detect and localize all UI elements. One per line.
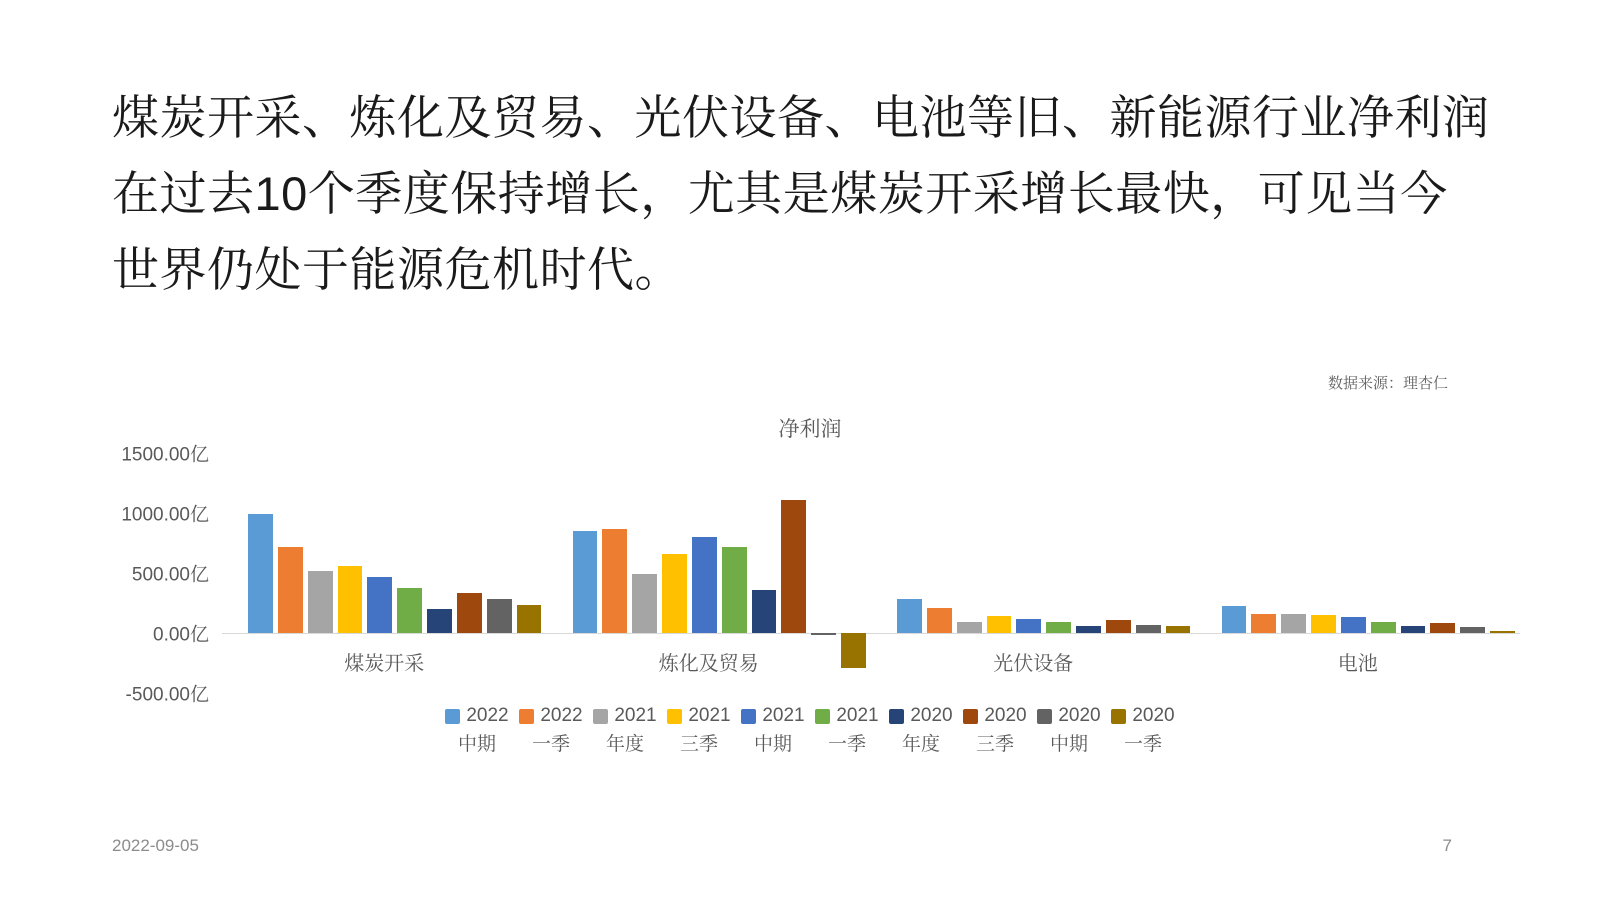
- legend-item[interactable]: [810, 705, 884, 756]
- bar[interactable]: [1460, 627, 1485, 633]
- bar[interactable]: [1222, 606, 1247, 633]
- bar[interactable]: [752, 590, 777, 633]
- legend-year-label: 2021: [688, 705, 731, 726]
- legend-swatch-icon: [519, 709, 534, 724]
- legend-item[interactable]: [440, 705, 514, 756]
- bar[interactable]: [662, 554, 687, 633]
- bar[interactable]: [722, 547, 747, 633]
- legend-year-label: 2022: [466, 705, 509, 726]
- legend-period-label: 一季: [531, 734, 570, 755]
- bar[interactable]: [517, 605, 542, 633]
- legend-period-label: 三季: [975, 734, 1014, 755]
- legend-year-label: 2020: [910, 705, 953, 726]
- legend-year-label: 2021: [762, 705, 805, 726]
- legend-item-top: [1037, 705, 1100, 727]
- bar[interactable]: [1430, 623, 1455, 633]
- legend-period-label: 年度: [605, 734, 644, 755]
- bar[interactable]: [602, 529, 627, 633]
- legend-year-label: 2020: [1058, 705, 1101, 726]
- legend-swatch-icon: [593, 709, 608, 724]
- bar[interactable]: [1341, 617, 1366, 633]
- bar[interactable]: [278, 547, 303, 633]
- legend-item-top: [519, 705, 582, 727]
- legend-period-label: 一季: [827, 734, 866, 755]
- legend-period-label: 一季: [1123, 734, 1162, 755]
- bar[interactable]: [338, 566, 363, 633]
- legend-item[interactable]: [958, 705, 1032, 756]
- legend-item-top: [741, 705, 804, 727]
- bar[interactable]: [487, 599, 512, 633]
- chart-title: 净利润: [778, 418, 842, 441]
- legend-item[interactable]: [1106, 705, 1180, 756]
- legend-swatch-icon: [1111, 709, 1126, 724]
- legend-swatch-icon: [963, 709, 978, 724]
- bar[interactable]: [1401, 626, 1426, 633]
- x-axis-category-label: 电池: [1337, 653, 1378, 675]
- bar[interactable]: [367, 577, 392, 633]
- bar[interactable]: [1016, 619, 1041, 633]
- bar[interactable]: [457, 593, 482, 633]
- legend-period-label: 三季: [679, 734, 718, 755]
- bar[interactable]: [692, 537, 717, 633]
- legend-year-label: 2020: [984, 705, 1027, 726]
- bar-group: [222, 453, 547, 693]
- legend-item[interactable]: [662, 705, 736, 756]
- legend-year-label: 2020: [1132, 705, 1175, 726]
- y-axis-tick-label: 1000.00亿: [121, 504, 209, 526]
- source-note: 数据来源：理杏仁: [1327, 375, 1448, 392]
- bar[interactable]: [632, 574, 657, 633]
- bar[interactable]: [811, 633, 836, 635]
- footer-date: 2022-09-05: [112, 836, 199, 855]
- bar[interactable]: [248, 514, 273, 633]
- legend-item-top: [963, 705, 1026, 727]
- legend-swatch-icon: [741, 709, 756, 724]
- legend-swatch-icon: [667, 709, 682, 724]
- y-axis-tick-label: -500.00亿: [125, 684, 209, 706]
- page-title: 煤炭开采、炼化及贸易、光伏设备、电池等旧、新能源行业净利润在过去10个季度保持增长，尤其是煤炭开采增长最快，可见当今世界仍处于能源危机时代。: [112, 91, 1490, 297]
- bar[interactable]: [308, 571, 333, 633]
- footer-page-number: 7: [1442, 836, 1452, 855]
- legend-item[interactable]: [884, 705, 958, 756]
- bar-group: [1196, 453, 1521, 693]
- legend-item-top: [815, 705, 878, 727]
- x-axis-category-label: 煤炭开采: [344, 653, 425, 675]
- bar[interactable]: [781, 500, 806, 633]
- bar[interactable]: [1106, 620, 1131, 633]
- legend-period-label: 年度: [901, 734, 940, 755]
- legend-item-top: [1111, 705, 1174, 727]
- legend-swatch-icon: [889, 709, 904, 724]
- bar-group: [547, 453, 872, 693]
- legend-item[interactable]: [588, 705, 662, 756]
- bar[interactable]: [573, 531, 598, 633]
- legend-item[interactable]: [736, 705, 810, 756]
- bar[interactable]: [427, 609, 452, 633]
- legend-swatch-icon: [1037, 709, 1052, 724]
- legend-item-top: [445, 705, 508, 727]
- bar[interactable]: [1166, 626, 1191, 633]
- bar-groups: [222, 453, 1520, 693]
- legend-swatch-icon: [815, 709, 830, 724]
- legend-item-top: [889, 705, 952, 727]
- bar[interactable]: [1046, 622, 1071, 633]
- bar[interactable]: [1311, 615, 1336, 633]
- y-axis-tick-label: 500.00亿: [131, 564, 209, 586]
- legend-item-top: [593, 705, 656, 727]
- x-axis-category-label: 炼化及贸易: [658, 653, 759, 675]
- bar[interactable]: [957, 622, 982, 633]
- bar[interactable]: [1371, 622, 1396, 633]
- chart-legend: [100, 705, 1520, 756]
- bar[interactable]: [927, 608, 952, 633]
- chart-container: [100, 405, 1520, 795]
- legend-year-label: 2022: [540, 705, 583, 726]
- bar[interactable]: [1136, 625, 1161, 633]
- bar[interactable]: [1251, 614, 1276, 633]
- legend-swatch-icon: [445, 709, 460, 724]
- bar[interactable]: [397, 588, 422, 633]
- bar[interactable]: [1076, 626, 1101, 633]
- chart-plot-wrapper: [100, 444, 1520, 706]
- legend-period-label: 中期: [753, 734, 792, 755]
- bar[interactable]: [1281, 614, 1306, 633]
- chart-plot: [222, 453, 1520, 693]
- y-axis-tick-label: 1500.00亿: [121, 444, 209, 466]
- bar[interactable]: [1490, 631, 1515, 633]
- legend-year-label: 2021: [836, 705, 879, 726]
- legend-item[interactable]: [1032, 705, 1106, 756]
- legend-period-label: 中期: [1049, 734, 1088, 755]
- legend-period-label: 中期: [457, 734, 496, 755]
- y-axis-tick-label: 0.00亿: [153, 624, 209, 646]
- x-axis-category-label: 光伏设备: [993, 653, 1074, 675]
- bar[interactable]: [987, 616, 1012, 633]
- legend-item-top: [667, 705, 730, 727]
- y-axis-labels: [100, 444, 215, 706]
- bar-group: [871, 453, 1196, 693]
- legend-item[interactable]: [514, 705, 588, 756]
- bar[interactable]: [897, 599, 922, 633]
- legend-year-label: 2021: [614, 705, 657, 726]
